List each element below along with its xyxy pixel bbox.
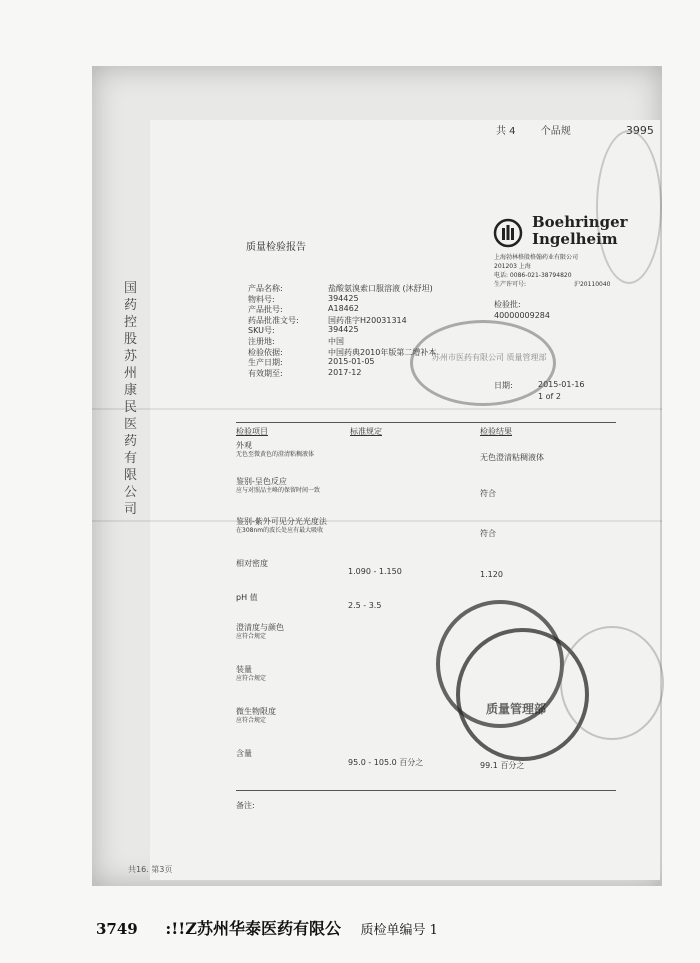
footer-page: 共16. 第3页 <box>128 865 173 874</box>
col-result: 检验结果 <box>480 427 512 436</box>
logo-phone: 电话: 0086-021-38794820 <box>494 272 572 279</box>
inspection-lot-value: 40000009284 <box>494 311 550 320</box>
row-item: 鉴别-紫外可见分光光度法 <box>236 517 327 526</box>
logo-line1: Boehringer <box>532 213 628 231</box>
field-value: 盐酸氨溴索口服溶液 (沐舒坦) <box>328 284 433 293</box>
row-result: 无色澄清粘稠液体 <box>480 453 544 462</box>
field-value: A18462 <box>328 304 359 314</box>
row-item: 装量 <box>236 665 252 674</box>
row-item: 相对密度 <box>236 559 268 568</box>
boehringer-logo-icon <box>493 218 523 248</box>
field-value: 中国药典2010年版第二增补本 <box>328 347 437 357</box>
logo-license <box>494 279 611 288</box>
stamp-bottom-text: 质量管理部 <box>486 702 547 716</box>
bottom-code: 3749 <box>96 920 138 938</box>
logo-postcode: 201203 上海 <box>494 263 531 270</box>
field-label: 有效期至: <box>248 368 283 378</box>
field-label: 生产日期: <box>248 358 283 368</box>
total-label: 共 4 <box>496 126 516 137</box>
date-label: 日期: <box>494 381 513 390</box>
date-value: 2015-01-16 <box>538 380 585 389</box>
row-standard: 2.5 - 3.5 <box>348 601 382 610</box>
bottom-label: 质检单编号 1 <box>360 923 438 938</box>
header-code: 3995 <box>625 124 654 137</box>
field-value: 中国 <box>328 337 344 346</box>
field-value: 394425 <box>328 325 359 335</box>
row-item: 澄清度与颜色 <box>236 623 284 632</box>
row-standard: 1.090 - 1.150 <box>348 567 402 576</box>
field-label: 药品批准文号: <box>248 315 299 325</box>
remark-label: 备注: <box>236 801 255 810</box>
divider <box>236 422 616 423</box>
logo-company: 上海勃林格殷格翰药业有限公司 <box>494 254 579 261</box>
fold-line <box>92 520 662 522</box>
stamp-oval <box>410 320 556 406</box>
field-label: 检验依据: <box>248 347 283 357</box>
license-value: 沪20110040 <box>573 281 611 288</box>
field-value: 2017-12 <box>328 367 362 377</box>
field-label: 物料号: <box>248 294 275 304</box>
field-value: 394425 <box>328 293 359 303</box>
stamp-top-text: 苏州市医药有限公司 质量管理部 <box>432 353 547 362</box>
row-standard: 95.0 - 105.0 百分之 <box>348 758 424 767</box>
row-item-sub: 无色至微黄色的澄清粘稠液体 <box>236 451 315 458</box>
row-item-sub: 应符合规定 <box>236 675 267 682</box>
stamp-faint <box>560 626 664 740</box>
row-item: 微生物限度 <box>236 707 276 716</box>
field-value: 2015-01-05 <box>328 357 375 367</box>
logo-line2: Ingelheim <box>532 230 618 248</box>
row-item-sub: 应符合规定 <box>236 717 267 724</box>
col-standard: 标准规定 <box>350 427 382 436</box>
bottom-bar <box>96 916 438 939</box>
row-item: 外观 <box>236 441 252 450</box>
field-value: 国药准字H20031314 <box>328 315 407 325</box>
page-of: 1 of 2 <box>538 392 561 401</box>
field-label: 产品批号: <box>248 305 283 315</box>
col-item: 检验项目 <box>236 427 268 436</box>
field-label: 注册地: <box>248 337 275 346</box>
divider <box>236 790 616 791</box>
row-item: 含量 <box>236 749 252 758</box>
row-item-sub: 在308nm的波长处应有最大吸收 <box>236 527 324 534</box>
row-result: 1.120 <box>480 570 503 579</box>
fold-line <box>92 408 662 410</box>
row-result: 99.1 百分之 <box>480 761 525 770</box>
row-item-sub: 应符合规定 <box>236 633 267 640</box>
doc-title: 质量检验报告 <box>246 242 306 253</box>
side-company-text: 国药控股苏州康民医药有限公司 <box>124 281 138 517</box>
field-label: 产品名称: <box>248 284 283 293</box>
bottom-company: :!!Z苏州华泰医药有限公 <box>165 919 341 938</box>
inspection-lot-label: 检验批: <box>494 300 521 309</box>
row-item-sub: 应与对照品主峰的保留时间一致 <box>236 487 321 494</box>
row-result: 符合 <box>480 489 496 498</box>
row-item: pH 值 <box>236 593 258 602</box>
stamp-edge <box>596 130 662 284</box>
items-label: 个品规 <box>540 126 571 137</box>
license-label: 生产许可号: <box>494 281 527 288</box>
row-item: 鉴别-呈色反应 <box>236 477 287 486</box>
row-result: 符合 <box>480 529 496 538</box>
field-label: SKU号: <box>248 326 275 336</box>
